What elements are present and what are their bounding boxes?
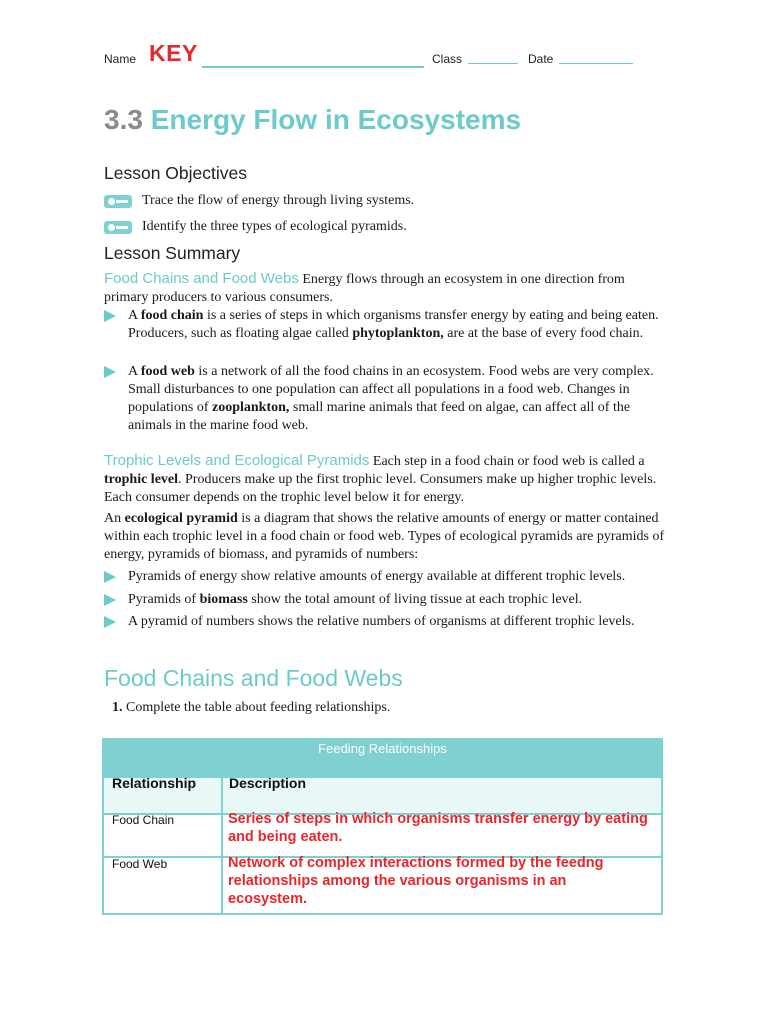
cell-relationship: Food Chain [112,813,175,827]
term-zooplankton: zooplankton, [212,400,290,415]
class-label: Class [432,52,463,66]
name-label: Name [104,52,137,66]
food-chains-subheading: Food Chains and Food Webs [104,270,299,287]
lesson-title: Energy Flow in Ecosystems [150,104,522,135]
date-line [559,63,633,64]
question-1 [112,700,390,716]
section-heading: Food Chains and Food Webs [104,665,403,691]
key-icon [104,195,132,208]
term-food-web: food web [140,364,195,379]
column-divider [221,778,223,915]
bullet-text: A [128,308,141,323]
bullet-text: Pyramids of [128,592,200,607]
bullet-text: is a network of all the food chains in an ecosystem. Food webs are very complex. Small disturbances to one population can affect all populations in a food web. Changes in populations of [128,364,654,415]
trophic-intro-text: . Producers make up the first trophic level. Consumers make up higher trophic levels. Each consumer depends on the trophic level below it for energy. [104,472,657,505]
col-header-relationship: Relationship [112,775,197,791]
bullet-text: show the total amount of living tissue at each trophic level. [247,592,583,607]
objective-text: Identify the three types of ecological pyramids. [142,219,407,234]
objective-text: Trace the flow of energy through living systems. [142,193,415,208]
term-phytoplankton: phytoplankton, [352,326,444,341]
col-header-description: Description [229,775,307,791]
paragraph-text: is a diagram that shows the relative amounts of energy or matter contained within each trophic level in a food chain or food web. Types of ecological pyramids are pyramids of energy, pyramids of biomass, and pyramids of numbers: [104,511,665,562]
bullet-text: A pyramid of numbers shows the relative numbers of organisms at different trophic levels. [128,614,635,629]
date-label: Date [528,52,554,66]
bullet-text: A [128,364,141,379]
trophic-subheading: Trophic Levels and Ecological Pyramids [104,452,370,469]
lesson-summary-heading: Lesson Summary [104,243,241,263]
triangle-bullet-icon [104,594,116,606]
class-line [468,63,518,64]
ecological-pyramid-paragraph [104,510,666,564]
food-chains-intro [104,270,666,307]
lesson-number: 3.3 [104,104,143,135]
lesson-objectives-heading: Lesson Objectives [104,163,247,183]
triangle-bullet-icon [104,616,116,628]
bullet-text: is a series of steps in which organisms transfer energy by eating and being eaten. Producers, such as floating algae called [128,308,659,341]
trophic-intro [104,452,666,507]
name-line [202,66,424,68]
table-caption: Feeding Relationships [104,740,661,778]
cell-description-answer: Network of complex interactions formed by the feedng relationships among the various organisms in an ecosystem. [228,855,604,907]
trophic-intro-text: Each step in a food chain or food web is called a [372,454,645,469]
paragraph-text: An [104,511,125,526]
bullet-text: small marine animals that feed on algae, can affect all of the animals in the marine food web. [128,400,631,433]
term-ecological-pyramid: ecological pyramid [124,511,238,526]
question-text: Complete the table about feeding relationships. [126,700,391,715]
food-chains-intro-text: Energy flows through an ecosystem in one direction from primary producers to various consumers. [104,272,625,305]
triangle-bullet-icon [104,310,116,322]
question-number: 1. [112,700,123,715]
term-trophic-level: trophic level [104,472,179,487]
feeding-relationships-table [102,738,663,915]
cell-description-answer: Series of steps in which organisms transfer energy by eating and being eaten. [228,811,648,845]
bullet-text: Pyramids of energy show relative amounts of energy available at different trophic levels. [128,569,626,584]
key-icon [104,221,132,234]
page-title [104,104,521,136]
triangle-bullet-icon [104,366,116,378]
bullet-text: are at the base of every food chain. [443,326,644,341]
term-food-chain: food chain [140,308,204,323]
worksheet-header [104,40,664,70]
triangle-bullet-icon [104,571,116,583]
cell-relationship: Food Web [112,857,168,871]
term-biomass: biomass [199,592,248,607]
name-value: KEY [149,40,198,66]
